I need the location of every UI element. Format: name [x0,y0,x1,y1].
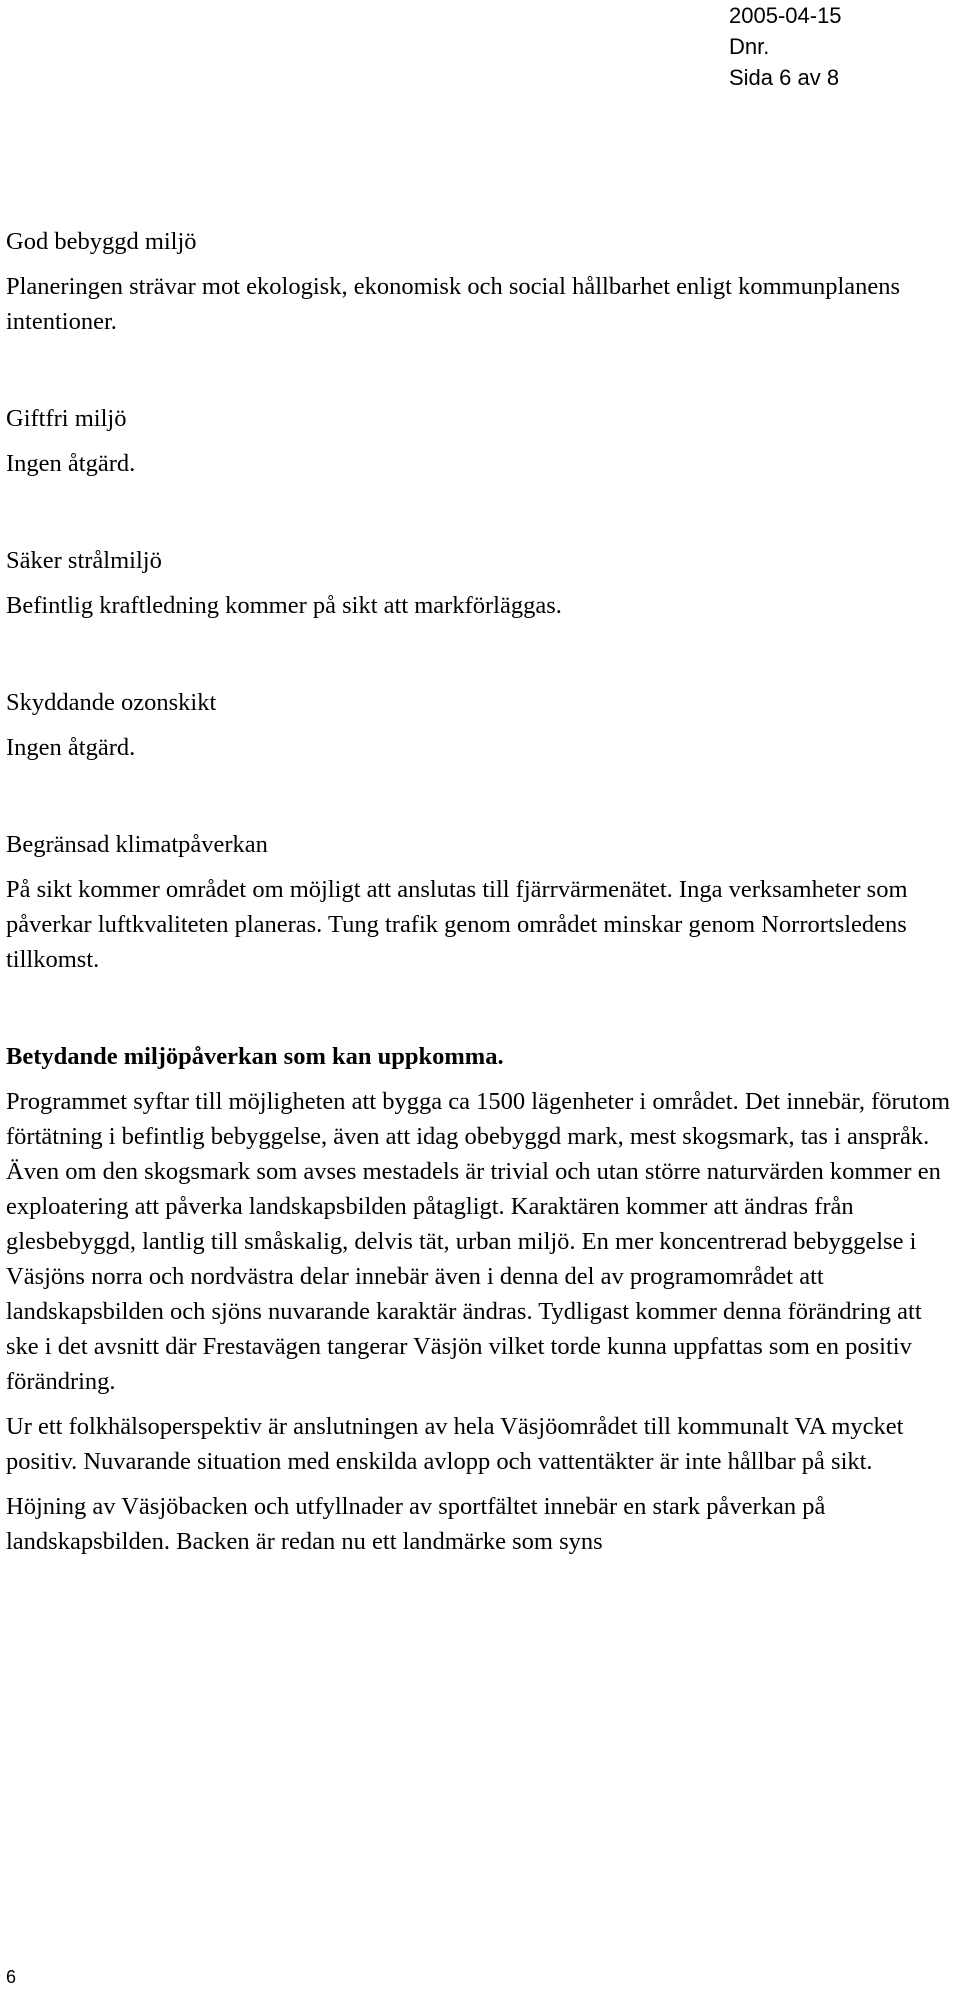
page-footer [6,1966,16,1988]
document-date: 2005-04-15 [729,3,842,28]
impact-paragraph: Programmet syftar till möjligheten att bygga ca 1500 lägenheter i området. Det innebär, förutom förtätning i befintlig bebyggelse, även att idag obebyggd mark, mest skogsmark, tas i anspråk. Även om den skogsmark som avses mestadels är trivial och utan större naturvärden kommer en exploatering att påverka landskapsbilden påtagligt. Karaktären kommer att ändras från glesbebyggd, lantlig till småskalig, delvis tät, urban miljö. En mer koncentrerad bebyggelse i Väsjöns norra och nordvästra delar innebär även i denna del av programområdet att landskapsbilden och sjöns nuvarande karaktär ändras. Tydligast kommer denna förändring att ske i det avsnitt där Frestavägen tangerar Väsjön vilket torde kunna uppfattas som en positiv förändring. [6,1088,951,1395]
document-body [6,224,956,1559]
impact-paragraph: Höjning av Väsjöbacken och utfyllnader av sportfältet innebär en stark påverkan på landskapsbilden. Backen är redan nu ett landmärke som syns [6,1493,826,1555]
section-title-begransad-klimatpaverkan: Begränsad klimatpåverkan [6,831,268,858]
footer-page-number: 6 [6,1967,17,1987]
page-header [729,0,842,93]
section-title-skyddande-ozonskikt: Skyddande ozonskikt [6,689,217,716]
impact-heading: Betydande miljöpåverkan som kan uppkomma. [6,1043,504,1070]
document-dnr: Dnr. [729,34,770,59]
section-title-god-bebyggd-miljo: God bebyggd miljö [6,228,197,255]
section-body-skyddande-ozonskikt: Ingen åtgärd. [6,734,136,761]
section-body-begransad-klimatpaverkan: På sikt kommer området om möjligt att anslutas till fjärrvärmenätet. Inga verksamheter som påverkar luftkvaliteten planeras. Tung trafik genom området minskar genom Norrortsledens tillkomst. [6,876,908,973]
section-body-saker-stralmiljo: Befintlig kraftledning kommer på sikt att markförläggas. [6,592,562,619]
section-title-saker-stralmiljo: Säker strålmiljö [6,547,162,574]
impact-paragraph: Ur ett folkhälsoperspektiv är anslutningen av hela Väsjöområdet till kommunalt VA mycket positiv. Nuvarande situation med enskilda avlopp och vattentäkter är inte hållbar på sikt. [6,1413,904,1475]
section-body-god-bebyggd-miljo: Planeringen strävar mot ekologisk, ekonomisk och social hållbarhet enligt kommunplanens intentioner. [6,273,901,335]
page-indicator: Sida 6 av 8 [729,65,840,90]
section-body-giftfri-miljo: Ingen åtgärd. [6,450,136,477]
section-title-giftfri-miljo: Giftfri miljö [6,405,127,432]
